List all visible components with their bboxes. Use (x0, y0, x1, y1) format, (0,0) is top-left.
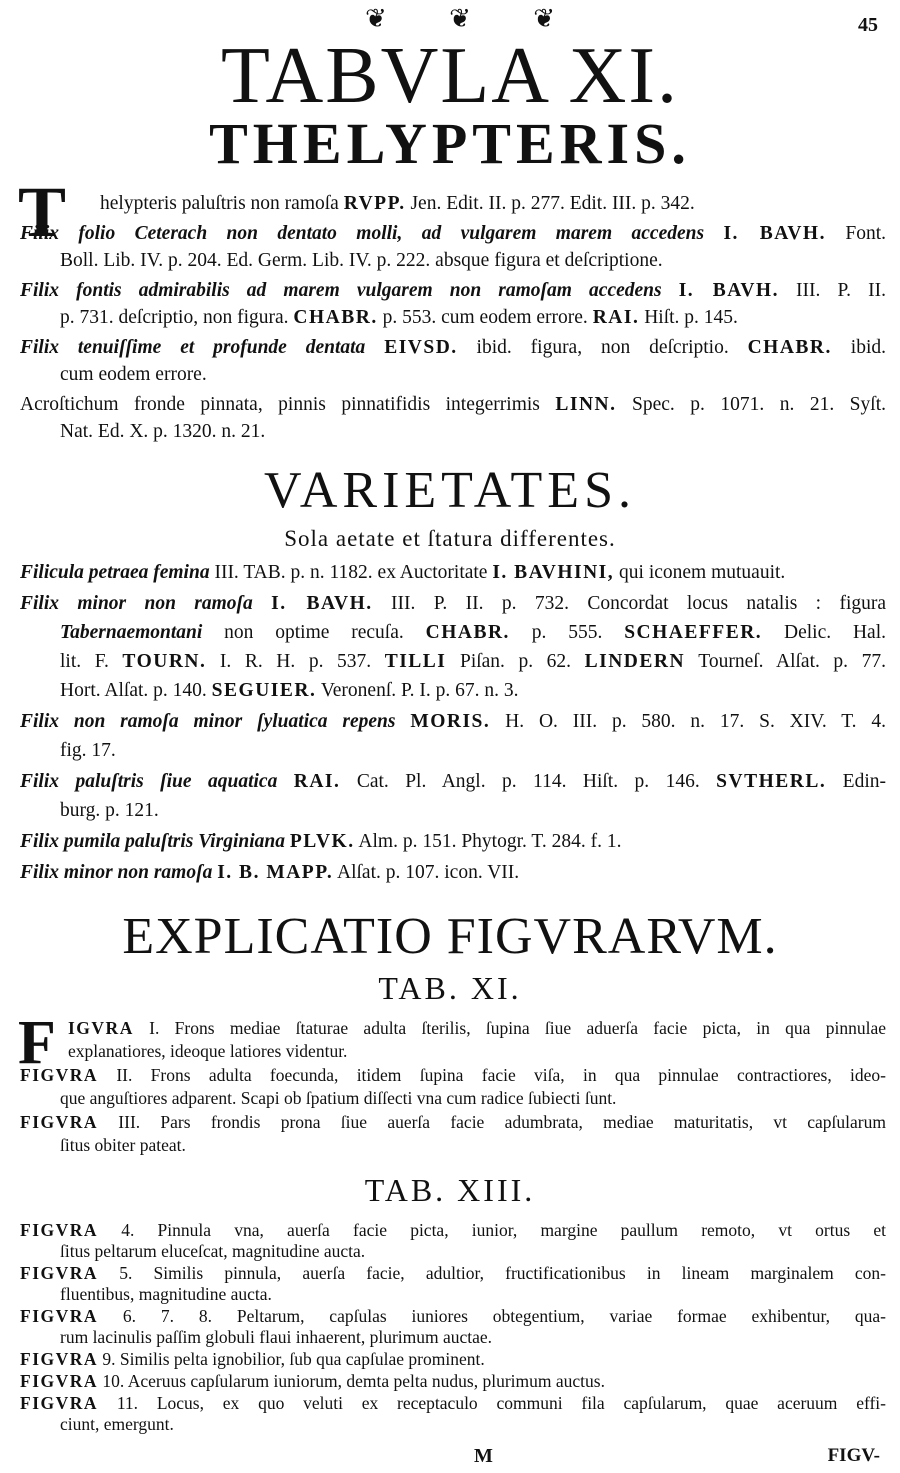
italic-name: Filix non ramoſa minor ſyluatica repens (20, 711, 411, 732)
text-line (20, 1087, 886, 1110)
author-name: FIGVRA (20, 1065, 99, 1085)
drop-cap: T (18, 172, 67, 252)
list-item (20, 589, 886, 705)
author-name: MORIS. (410, 711, 491, 732)
citation-text: Boll. Lib. IV. p. 204. Ed. Germ. Lib. IV. p. 222. absque figura et deſcriptione. (60, 250, 663, 271)
author-name: I. BAVHINI, (492, 562, 615, 583)
author-name: FIGVRA (20, 1112, 99, 1132)
list-item (20, 767, 886, 825)
list-item (20, 827, 886, 856)
author-name: FIGVRA (20, 1349, 99, 1369)
text-line (20, 247, 886, 275)
citation-text: Font. (825, 222, 886, 244)
citation-text: p. 553. cum eodem errore. (377, 307, 593, 328)
catchword: FIGV- (827, 1445, 880, 1466)
signature-mark: M (474, 1445, 493, 1467)
author-name: I. B. MAPP. (217, 862, 334, 883)
author-name: FIGVRA (20, 1371, 99, 1391)
text-line (20, 1414, 886, 1435)
author-name: RAI. (592, 307, 640, 328)
citation-text: p. 731. deſcriptio, non figura. (60, 307, 294, 328)
citation-text: p. 555. (509, 622, 625, 643)
text-line (20, 220, 886, 248)
text-line (20, 767, 886, 796)
tab-xi-heading: TAB. XI. (378, 970, 522, 1006)
list-item (20, 220, 886, 275)
citation-text: H. O. III. p. 580. n. 17. S. XIV. T. 4. (490, 711, 887, 732)
list-item (20, 277, 886, 332)
citation-text: ciunt, emergunt. (60, 1414, 174, 1434)
citation-text: 10. Aceruus capſularum iuniorum, demta pelta nudus, plurimum auctus. (98, 1371, 605, 1391)
citation-text: 9. Similis pelta ignobilior, ſub qua capſulae prominent. (98, 1349, 485, 1369)
citation-text: ibid. (831, 336, 886, 358)
text-line (20, 1017, 886, 1040)
author-name: CHABR. (747, 336, 832, 358)
explicatio-heading: EXPLICATIO FIGVRARVM. (122, 908, 778, 965)
varietates-subheading: Sola aetate et ſtatura differentes. (284, 526, 616, 551)
text-line (20, 1349, 886, 1370)
author-name: LINN. (555, 393, 617, 415)
text-line (20, 361, 886, 389)
citation-text: Edin- (826, 771, 886, 792)
author-name: EIVSD. (384, 336, 458, 358)
citation-text: Tourneſ. Alſat. p. 77. (685, 651, 886, 672)
citation-text: III. Pars frondis prona ſiue auerſa facie adumbrata, mediae maturitatis, vt capſularum (98, 1112, 886, 1132)
list-item (20, 858, 886, 887)
list-item (20, 1349, 886, 1370)
italic-name: Filix paluſtris ſiue aquatica (20, 771, 294, 792)
species-title: THELYPTERIS. (209, 111, 691, 176)
italic-name: Tabernaemontani (60, 622, 203, 643)
citation-text: burg. p. 121. (60, 800, 159, 821)
list-item (20, 558, 886, 587)
text-line (20, 1306, 886, 1327)
author-name: CHABR. (293, 307, 378, 328)
list-item (20, 190, 886, 218)
citation-text: II. Frons adulta foecunda, itidem ſupina facie viſa, in qua pinnulae contractiores, ideo- (98, 1065, 886, 1085)
list-item (20, 1263, 886, 1305)
tab-xiii-figure-list (20, 1220, 886, 1436)
list-item (20, 1371, 886, 1392)
author-name: FIGVRA (20, 1393, 99, 1413)
author-name: RAI. (293, 771, 341, 792)
text-line (20, 589, 886, 618)
author-name: TILLI (384, 651, 447, 672)
citation-text: rum lacinulis paſſim globuli flaui inhaerent, plurimum auctae. (60, 1327, 493, 1347)
text-line (20, 1220, 886, 1241)
list-item (20, 1017, 886, 1062)
text-line (20, 277, 886, 305)
list-item (20, 391, 886, 446)
citation-text: 6. 7. 8. Peltarum, capſulas iuniores obtegentium, variae formae exhibentur, qua- (98, 1306, 886, 1326)
citation-text: III. TAB. p. n. 1182. ex Auctoritate (214, 562, 493, 583)
citation-text: 11. Locus, ex quo veluti ex receptaculo communi fila capſularum, quae aceruum effi- (98, 1393, 886, 1413)
citation-text: Spec. p. 1071. n. 21. Syſt. (616, 393, 886, 415)
citation-text: fluentibus, magnitudine aucta. (60, 1284, 272, 1304)
tab-xi-figure-list (20, 1017, 886, 1158)
text-line (20, 736, 886, 765)
synonym-list (20, 190, 886, 448)
citation-text: explanatiores, ideoque latiores videntur. (68, 1040, 348, 1061)
italic-name: Filix tenuiſſime et profunde dentata (20, 336, 385, 358)
citation-text: Alm. p. 151. Phytogr. T. 284. f. 1. (354, 831, 622, 852)
citation-text: Jen. Edit. II. p. 277. Edit. III. p. 342. (405, 193, 695, 214)
author-name: LINDERN (584, 651, 686, 672)
text-line (20, 1040, 886, 1063)
author-name: SVTHERL. (716, 771, 827, 792)
citation-text: Cat. Pl. Angl. p. 114. Hiſt. p. 146. (340, 771, 717, 792)
citation-text: helypteris paluſtris non ramoſa (100, 193, 344, 214)
text-line (20, 190, 886, 218)
citation-text: I. Frons mediae ſtaturae adulta ſterilis, ſupina ſiue aduerſa facie picta, in qua pinnulae (133, 1018, 886, 1038)
citation-text: Veronenſ. P. I. p. 67. n. 3. (316, 680, 519, 701)
author-name: FIGVRA (20, 1220, 99, 1240)
text-line (20, 676, 886, 705)
italic-name: Filix minor non ramoſa (20, 593, 272, 614)
citation-text: I. R. H. p. 537. (206, 651, 385, 672)
author-name: IGVRA (68, 1018, 134, 1038)
citation-text: III. P. II. (778, 279, 887, 301)
author-name: I. BAVH. (678, 279, 779, 301)
list-item (20, 1393, 886, 1435)
citation-text: Acroſtichum fronde pinnata, pinnis pinnatifidis integerrimis (20, 393, 556, 415)
author-name: SCHAEFFER. (624, 622, 763, 643)
text-line (20, 1284, 886, 1305)
citation-text: que anguſtiores adparent. Scapi ob ſpatium diſſecti vna cum radice ſubiecti ſunt. (60, 1087, 617, 1108)
author-name: TOURN. (122, 651, 207, 672)
text-line (20, 334, 886, 362)
citation-text: non optime recuſa. (202, 622, 426, 643)
list-item (20, 1306, 886, 1348)
citation-text: Piſan. p. 62. (446, 651, 585, 672)
text-line (20, 796, 886, 825)
list-item (20, 1111, 886, 1156)
citation-text: fig. 17. (60, 740, 116, 761)
text-line (20, 827, 886, 856)
citation-text: ibid. figura, non deſcriptio. (457, 336, 748, 358)
citation-text: Hiſt. p. 145. (639, 307, 738, 328)
italic-name: Filix fontis admirabilis ad marem vulgarem non ramoſam accedens (20, 279, 679, 301)
text-line (20, 1111, 886, 1134)
citation-text: Alſat. p. 107. icon. VII. (333, 862, 520, 883)
citation-text: Delic. Hal. (762, 622, 886, 643)
list-item (20, 334, 886, 389)
text-line (20, 558, 886, 587)
citation-text: 5. Similis pinnula, auerſa facie, adultior, fructificationibus in lineam marginalem con- (98, 1263, 886, 1283)
fleuron-icon: ❦ (533, 4, 555, 33)
author-name: SEGUIER. (211, 680, 317, 701)
author-name: FIGVRA (20, 1263, 99, 1283)
italic-name: Filix minor non ramoſa (20, 862, 218, 883)
italic-name: Filicula petraea femina (20, 562, 215, 583)
citation-text: qui iconem mutuauit. (614, 562, 786, 583)
author-name: I. BAVH. (271, 593, 373, 614)
author-name: FIGVRA (20, 1306, 99, 1326)
citation-text: cum eodem errore. (60, 364, 207, 385)
tab-xiii-heading: TAB. XIII. (364, 1172, 536, 1208)
drop-cap: F (18, 1009, 56, 1077)
text-line (20, 858, 886, 887)
plate-title: TABVLA XI. (220, 32, 679, 120)
text-line (20, 707, 886, 736)
italic-name: Filix pumila paluſtris Virginiana (20, 831, 290, 852)
fleuron-icon: ❦ (449, 4, 471, 33)
list-item (20, 1064, 886, 1109)
citation-text: ſitus peltarum eluceſcat, magnitudine aucta. (60, 1241, 366, 1261)
varietates-list (20, 558, 886, 889)
text-line (20, 1371, 886, 1392)
author-name: PLVK. (289, 831, 355, 852)
text-line (20, 1064, 886, 1087)
text-line (20, 391, 886, 419)
list-item (20, 707, 886, 765)
text-line (20, 1263, 886, 1284)
citation-text: Hort. Alſat. p. 140. (60, 680, 212, 701)
list-item (20, 1220, 886, 1262)
text-line (20, 1241, 886, 1262)
text-line (20, 1393, 886, 1414)
author-name: I. BAVH. (723, 222, 826, 244)
varietates-heading: VARIETATES. (263, 462, 636, 519)
header-ornaments (365, 6, 555, 32)
citation-text: lit. F. (60, 651, 123, 672)
citation-text: III. P. II. p. 732. Concordat locus natalis : figura (372, 593, 887, 614)
page-number: 45 (858, 14, 878, 36)
text-line (20, 618, 886, 647)
text-line (20, 418, 886, 446)
text-line (20, 1134, 886, 1157)
citation-text: Nat. Ed. X. p. 1320. n. 21. (60, 421, 266, 442)
text-line (20, 1327, 886, 1348)
italic-name: Filix folio Ceterach non dentato molli, ad vulgarem marem accedens (20, 222, 724, 244)
fleuron-icon: ❦ (365, 4, 387, 33)
text-line (20, 304, 886, 332)
citation-text: 4. Pinnula vna, auerſa facie picta, iunior, margine paullum remoto, vt ortus et (98, 1220, 886, 1240)
citation-text: ſitus obiter pateat. (60, 1134, 186, 1155)
author-name: CHABR. (425, 622, 510, 643)
author-name: RVPP. (343, 193, 406, 214)
text-line (20, 647, 886, 676)
